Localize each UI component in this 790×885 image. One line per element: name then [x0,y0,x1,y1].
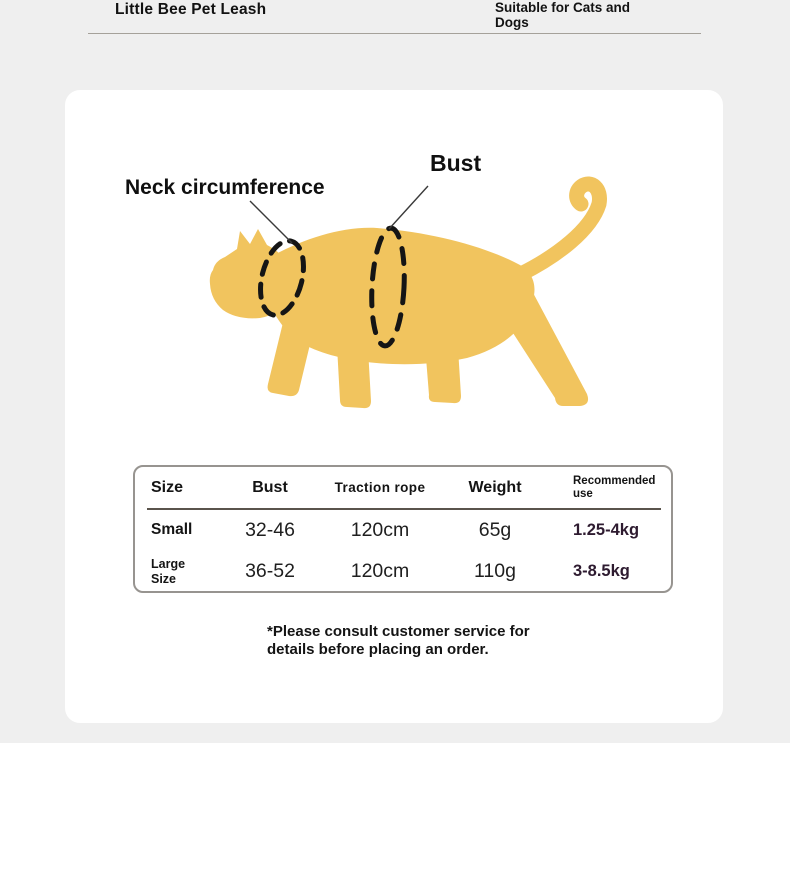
neck-circumference-label: Neck circumference [125,176,325,199]
cell-bust-large: 36-52 [245,560,295,582]
page-bottom-background [0,743,790,885]
product-title: Little Bee Pet Leash [115,1,267,18]
cat-illustration [185,170,625,415]
cat-tail [521,184,600,274]
cell-weight-small: 65g [478,518,512,541]
column-header-size: Size [151,478,184,496]
column-header-traction-rope: Traction rope [334,480,426,495]
product-subtitle: Suitable for Cats and Dogs [495,0,631,30]
header-divider [88,33,701,34]
cell-size-large: Large Size [151,557,186,586]
cell-traction-small: 120cm [350,518,410,541]
cell-bust-small: 32-46 [245,518,295,541]
column-header-bust: Bust [252,478,288,496]
cell-traction-large: 120cm [350,560,410,582]
cell-recommended-large: 3-8.5kg [573,562,630,580]
bust-pointer-line [389,186,428,229]
table-header-separator [147,508,661,510]
cell-recommended-small: 1.25-4kg [573,520,640,539]
disclaimer-line-2: details before placing an order. [267,640,489,658]
cat-hind-leg-back [493,289,588,406]
bust-label: Bust [430,150,482,176]
size-guide-card [65,90,723,723]
cat-front-leg-back [335,310,371,408]
cell-weight-large: 110g [474,560,516,582]
disclaimer-line-1: *Please consult customer service for [267,623,530,640]
disclaimer-note [267,623,530,658]
size-table [133,465,673,593]
cat-hind-leg-forward [423,316,461,403]
cell-size-small: Small [151,521,193,538]
column-header-weight: Weight [468,478,522,496]
column-header-recommended-use: Recommended use [573,474,656,500]
